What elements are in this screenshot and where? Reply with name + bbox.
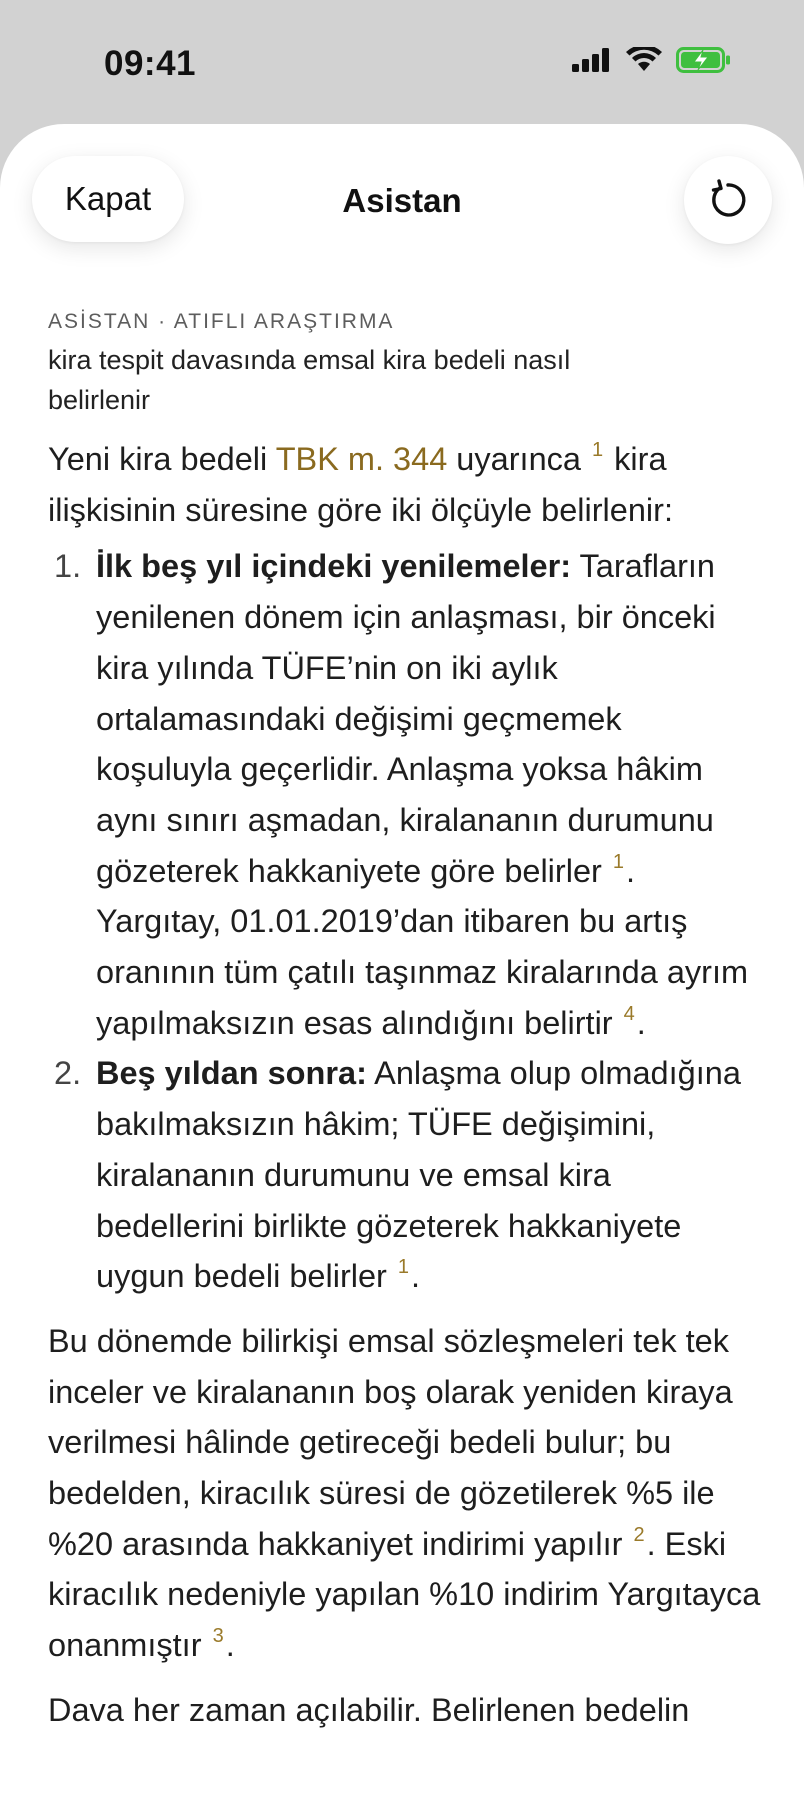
citation-marker[interactable]: 4 — [623, 1002, 635, 1025]
status-icons — [572, 46, 732, 74]
close-button[interactable]: Kapat — [32, 156, 184, 242]
page-title: Asistan — [342, 182, 462, 219]
list-item: 1. İlk beş yıl içindeki yenilemeler: Tarafların yenilenen dönem için anlaşması, bir önceki kira yılında TÜFE’nin on iki aylık ortalamasındaki değişimi geçmemek koşuluyla geçerlidir. Anlaşma yoksa hâkim aynı sınırı aşmadan, kiralananın durumunu gözeterek hakkaniyete göre belirler $^1$. Yargıtay, 01.01.2019’dan itibaren bu artış oranının tüm çatılı taşınmaz kiralarında ayrım yapılmaksızın esas alındığını belirtir $^4$. — [48, 541, 764, 1048]
assistant-sheet — [0, 124, 804, 1804]
answer-intro: Yeni kira bedeli TBK m. 344 uyarınca $^1$ kira ilişkisinin süresine göre iki ölçüyle belirlenir: — [48, 439, 673, 528]
list-number: 2. — [54, 1055, 82, 1092]
list-item: 2. Beş yıldan sonra: Anlaşma olup olmadığına bakılmaksızın hâkim; TÜFE değişimini, kiralananın durumunu ve emsal kira bedellerini birlikte gözeterek hakkaniyete uygun bedeli belirler $^1$. — [48, 1048, 764, 1302]
assistant-answer — [48, 434, 764, 1736]
citation-marker[interactable]: 1 — [397, 1256, 410, 1279]
section-eyebrow: ASİSTAN · ATIFLI ARAŞTIRMA — [48, 310, 395, 333]
citation-marker[interactable]: 1 — [592, 439, 604, 461]
status-time: 09:41 — [104, 44, 197, 83]
user-query: kira tespit davasında emsal kira bedeli nasıl belirlenir — [48, 345, 571, 415]
list-number: 1. — [54, 548, 82, 585]
conversation — [48, 310, 764, 1736]
citation-marker[interactable]: 1 — [612, 850, 625, 873]
answer-paragraph: Dava her zaman açılabilir. Belirlenen bedelin — [48, 1691, 690, 1728]
answer-list — [48, 541, 764, 1302]
wifi-icon — [626, 47, 662, 73]
battery-charging-icon — [676, 46, 732, 74]
answer-paragraph: Bu dönemde bilirkişi emsal sözleşmeleri tek tek inceler ve kiralananın boş olarak yeniden kiraya verilmesi hâlinde getireceği bedeli bulur; bu bedelden, kiracılık süresi de gözetilerek %5 ile %20 arasında hakkaniyet indirimi yapılır $^2$. Eski kiracılık nedeniyle yapılan %10 indirim Yargıtayca onanmıştır $^3$. — [48, 1322, 761, 1664]
status-bar — [0, 0, 804, 124]
sheet-header — [0, 124, 804, 284]
signal-icon — [572, 48, 612, 72]
list-item-heading: Beş yıldan sonra: — [96, 1055, 367, 1092]
citation-marker[interactable]: 3 — [212, 1625, 224, 1648]
citation-marker[interactable]: 2 — [633, 1523, 645, 1546]
refresh-icon — [706, 178, 750, 222]
statute-link[interactable]: TBK m. 344 — [275, 441, 448, 477]
refresh-button[interactable] — [684, 156, 772, 244]
list-item-heading: İlk beş yıl içindeki yenilemeler: — [96, 548, 572, 585]
